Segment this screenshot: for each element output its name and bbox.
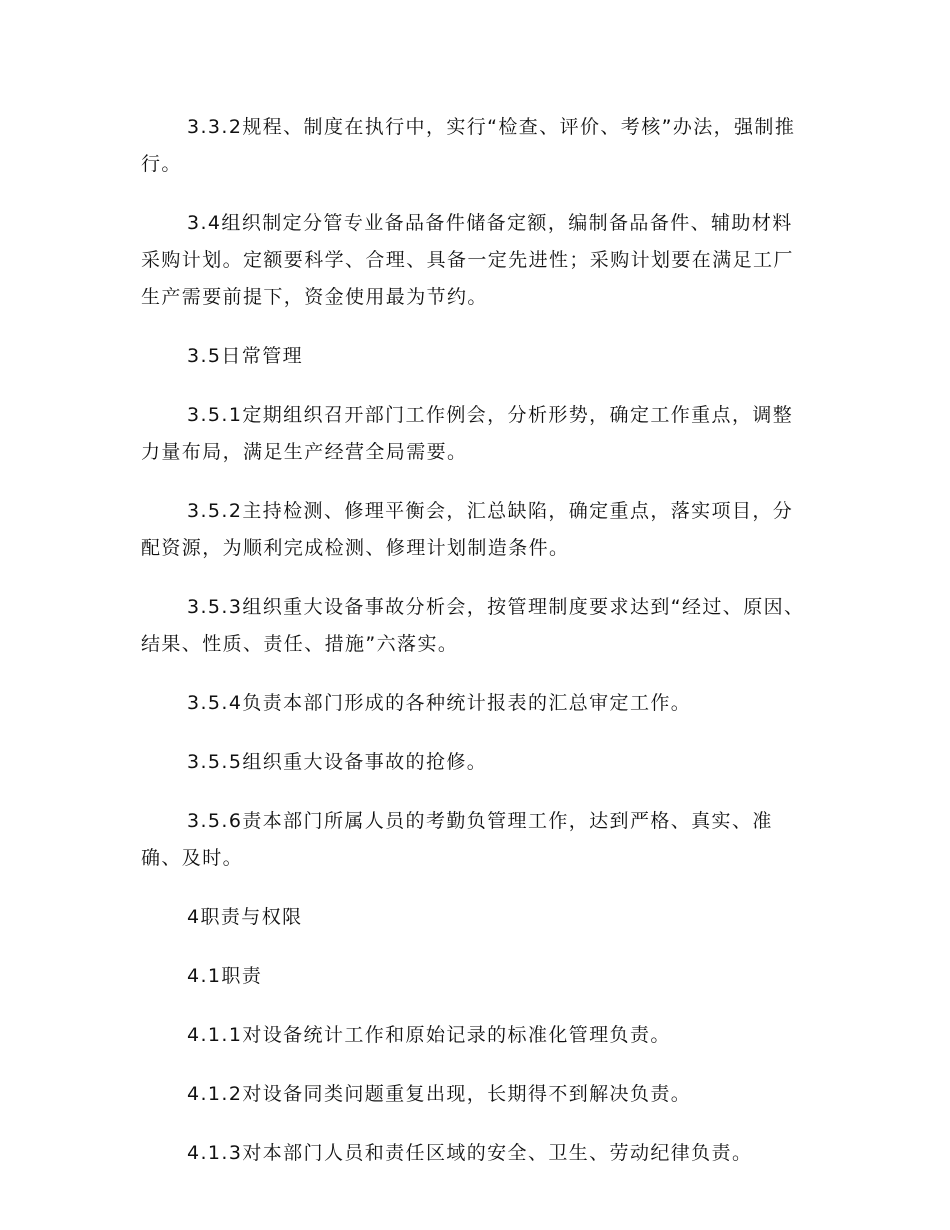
paragraph-3-4: 3.4组织制定分管专业备品备件储备定额，编制备品备件、辅助材料采购计划。定额要科学、合理、具备一定先进性；采购计划要在满足工厂生产需要前提下，资金使用最为节约。	[141, 212, 794, 308]
heading-3-5: 3.5日常管理	[187, 345, 304, 367]
paragraph-4-1-2: 4.1.2对设备同类问题重复出现，长期得不到解决负责。	[187, 1083, 692, 1105]
heading-4: 4职责与权限	[187, 906, 303, 928]
paragraph-3-5-1: 3.5.1定期组织召开部门工作例会，分析形势，确定工作重点，调整力量布局，满足生产经营全局需要。	[141, 404, 794, 463]
document-body	[141, 109, 809, 1194]
paragraph-3-5-5: 3.5.5组织重大设备事故的抢修。	[187, 751, 488, 773]
heading-4-1: 4.1职责	[187, 965, 263, 987]
paragraph-3-5-2: 3.5.2主持检测、修理平衡会，汇总缺陷，确定重点，落实项目，分配资源，为顺利完成检测、修理计划制造条件。	[141, 500, 794, 559]
paragraph-4-1-1: 4.1.1对设备统计工作和原始记录的标准化管理负责。	[187, 1024, 671, 1046]
paragraph-3-5-4: 3.5.4负责本部门形成的各种统计报表的汇总审定工作。	[187, 692, 692, 714]
paragraph-3-5-6: 3.5.6责本部门所属人员的考勤负管理工作，达到严格、真实、准确、及时。	[141, 810, 773, 869]
paragraph-3-3-2: 3.3.2规程、制度在执行中，实行“检查、评价、考核”办法，强制推行。	[141, 116, 796, 175]
paragraph-3-5-3: 3.5.3组织重大设备事故分析会，按管理制度要求达到“经过、原因、结果、性质、责任、措施”六落实。	[141, 596, 805, 655]
paragraph-4-1-3: 4.1.3对本部门人员和责任区域的安全、卫生、劳动纪律负责。	[187, 1142, 753, 1164]
